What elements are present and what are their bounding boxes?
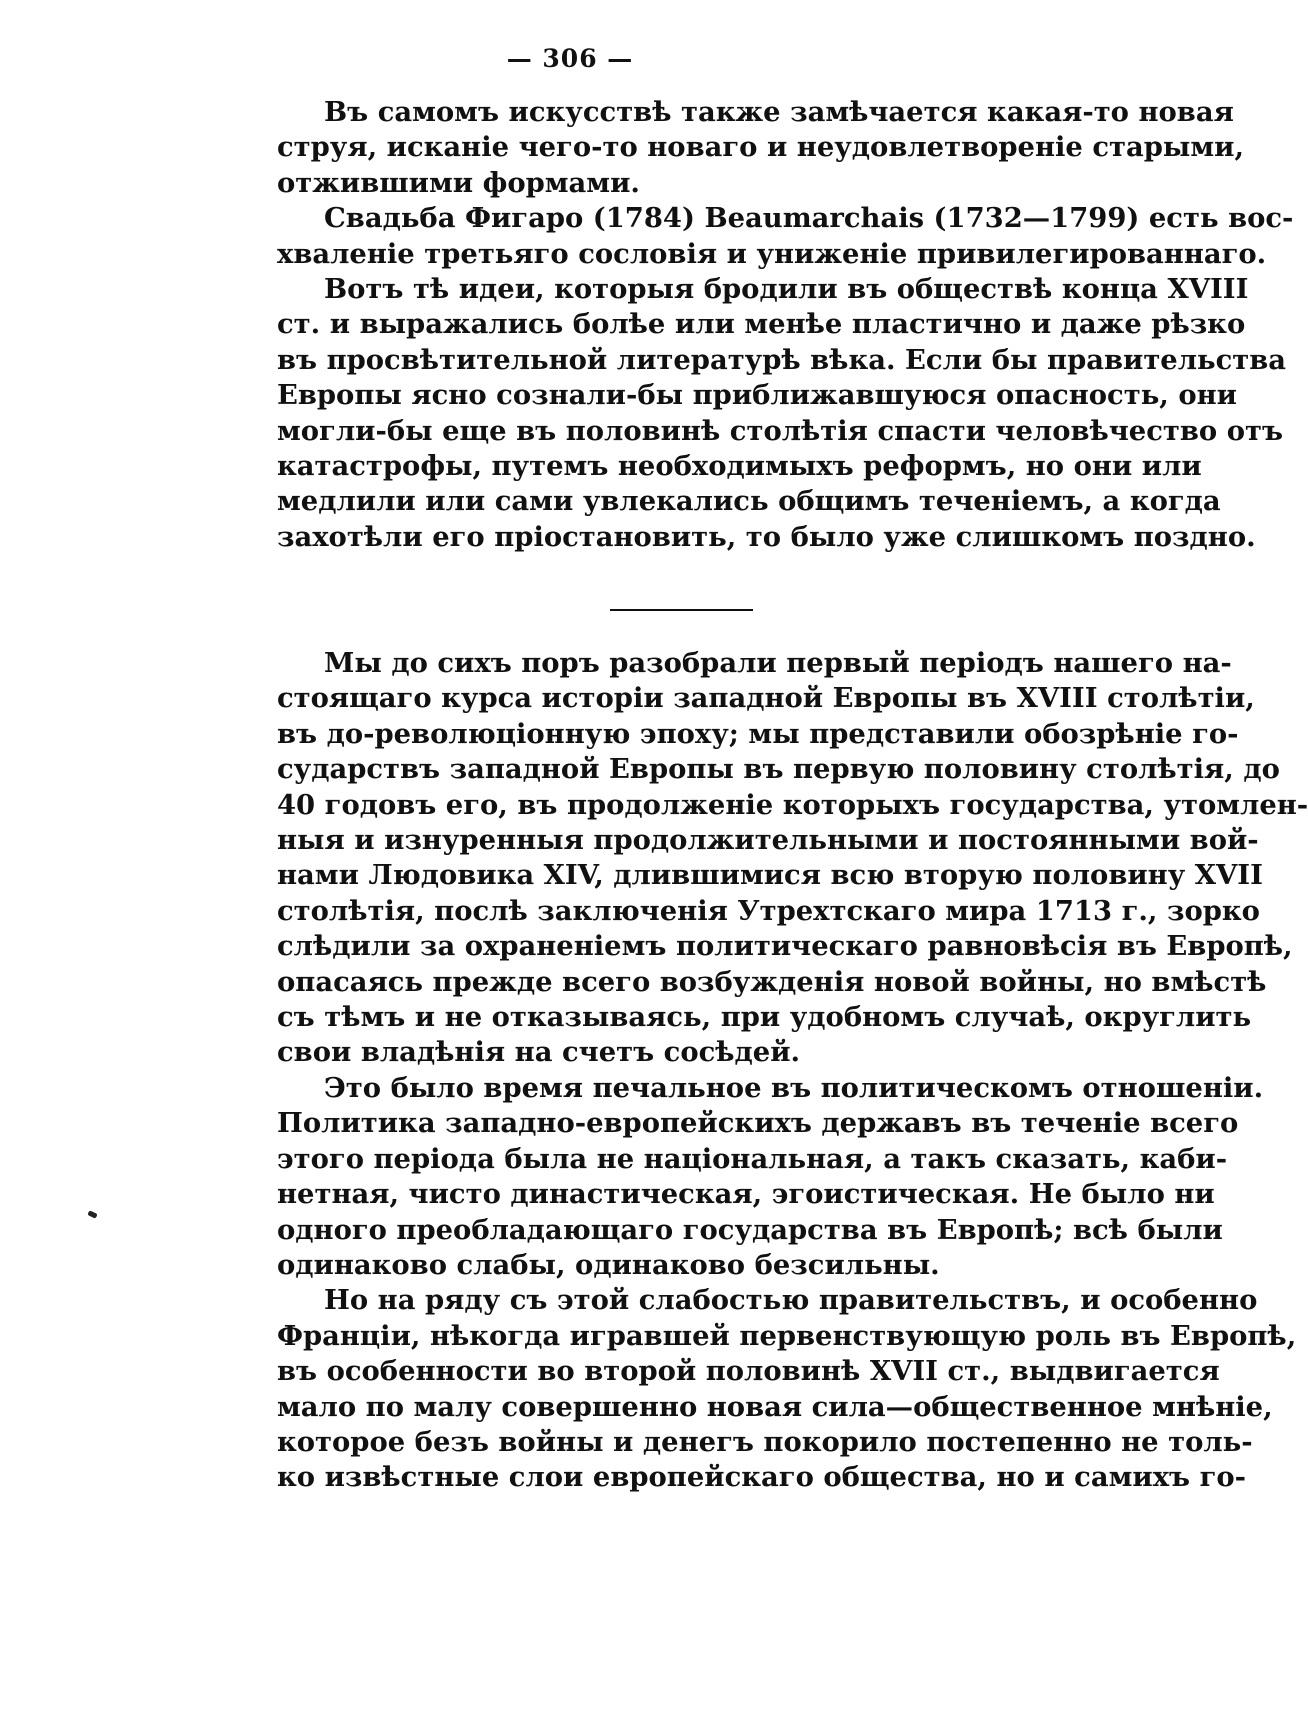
text-line: этого періода была не національная, а такъ сказать, каби-: [277, 1142, 1228, 1175]
text-line: хваленіе третьяго сословія и униженіе привилегированнаго.: [277, 237, 1267, 270]
text-line: мало по малу совершенно новая сила—общественное мнѣніе,: [277, 1390, 1273, 1423]
text-line: струя, исканіе чего-то новаго и неудовлетвореніе старыми,: [277, 131, 1245, 164]
text-line: Вотъ тѣ идеи, которыя бродили въ обществѣ конца XVIII: [324, 273, 1249, 306]
text-line: Свадьба Фигаро (1784) Beaumarchais (1732—1799) есть вос-: [324, 202, 1294, 235]
text-line: катастрофы, путемъ необходимыхъ реформъ, но они или: [277, 450, 1202, 483]
paragraph: [277, 272, 1287, 555]
text-line: въ просвѣтительной литературѣ вѣка. Если бы правительства: [277, 343, 1287, 376]
section-separator-rule: [610, 609, 753, 611]
text-line: 40 годовъ его, въ продолженіе которыхъ государства, утомлен-: [277, 788, 1308, 821]
text-line: Политика западно-европейскихъ державъ въ теченіе всего: [277, 1107, 1239, 1140]
text-line: захотѣли его пріостановить, то было уже слишкомъ поздно.: [277, 520, 1256, 553]
text-line: слѣдили за охраненіемъ политическаго равновѣсія въ Европѣ,: [277, 930, 1293, 963]
paragraph: [277, 95, 1245, 201]
text-line: одинаково слабы, одинаково безсильны.: [277, 1248, 940, 1281]
text-line: ко извѣстные слои европейскаго общества, но и самихъ го-: [277, 1461, 1247, 1494]
text-line: Но на ряду съ этой слабостью правительствъ, и особенно: [324, 1284, 1258, 1317]
page-number: — 306 —: [506, 44, 634, 73]
text-line: Франціи, нѣкогда игравшей первенствующую роль въ Европѣ,: [277, 1319, 1297, 1352]
text-line: свои владѣнія на счетъ сосѣдей.: [277, 1036, 801, 1069]
text-line: Это было время печальное въ политическомъ отношеніи.: [324, 1071, 1264, 1104]
paragraph: [277, 201, 1294, 272]
text-line: одного преобладающаго государства въ Европѣ; всѣ были: [277, 1213, 1223, 1246]
text-line: Мы до сихъ поръ разобрали первый періодъ нашего на-: [324, 647, 1232, 679]
stray-ink-mark: [87, 1210, 97, 1218]
text-line: отжившими формами.: [277, 166, 640, 199]
text-section-after-separator: [277, 646, 1308, 1496]
text-line: столѣтія, послѣ заключенія Утрехтскаго мира 1713 г., зорко: [277, 894, 1260, 927]
text-line: нами Людовика XIV, длившимися всю вторую половину XVII: [277, 859, 1263, 892]
text-line: сударствъ западной Европы въ первую половину столѣтія, до: [277, 753, 1280, 786]
text-line: Европы ясно сознали-бы приближавшуюся опасность, они: [277, 379, 1237, 412]
text-line: которое безъ войны и денегъ покорило постепенно не толь-: [277, 1425, 1253, 1458]
text-line: опасаясь прежде всего возбужденія новой войны, но вмѣстѣ: [277, 965, 1267, 998]
paragraph: [277, 646, 1308, 1071]
paragraph: [277, 1071, 1264, 1283]
paragraph: [277, 1283, 1297, 1495]
text-line: съ тѣмъ и не отказываясь, при удобномъ случаѣ, округлить: [277, 1001, 1252, 1034]
text-line: могли-бы еще въ половинѣ столѣтія спасти человѣчество отъ: [277, 414, 1283, 447]
text-line: въ особенности во второй половинѣ XVII ст., выдвигается: [277, 1355, 1220, 1388]
text-line: Въ самомъ искусствѣ также замѣчается какая-то новая: [324, 96, 1234, 128]
text-line: нетная, чисто династическая, эгоистическая. Не было ни: [277, 1178, 1215, 1211]
text-line: стоящаго курса исторіи западной Европы въ XVIII столѣтіи,: [277, 682, 1255, 715]
text-line: медлили или сами увлекались общимъ теченіемъ, а когда: [277, 485, 1221, 518]
text-line: ст. и выражались болѣе или менѣе пластично и даже рѣзко: [277, 308, 1246, 341]
text-section-before-separator: [277, 95, 1294, 555]
text-line: въ до-революціонную эпоху; мы представили обозрѣніе го-: [277, 717, 1239, 750]
text-line: ныя и изнуренныя продолжительными и постоянными вой-: [277, 824, 1259, 857]
